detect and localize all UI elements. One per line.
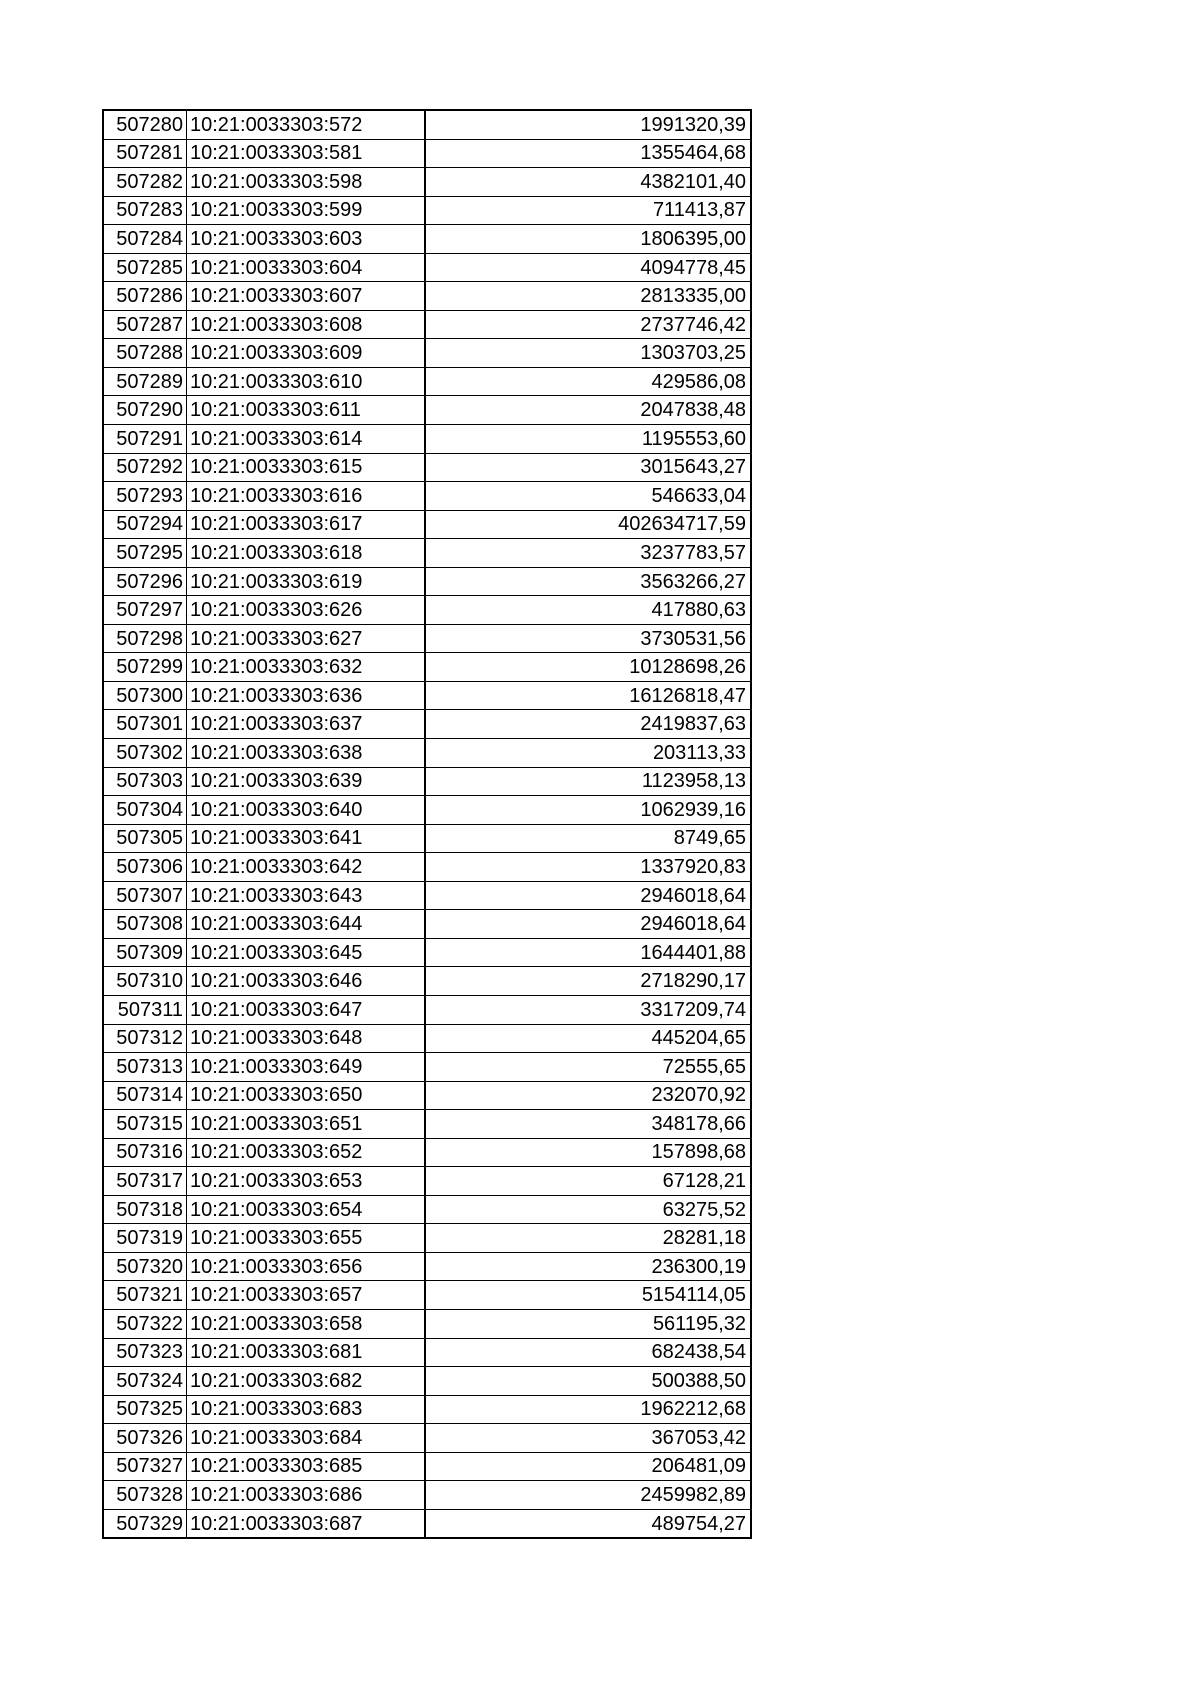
row-number-cell: 507313 (103, 1053, 187, 1082)
row-number-cell: 507319 (103, 1224, 187, 1253)
table-row (103, 1110, 751, 1139)
table-row (103, 1081, 751, 1110)
cadastral-number-cell: 10:21:0033303:649 (187, 1053, 426, 1082)
cadastral-number-cell: 10:21:0033303:656 (187, 1252, 426, 1281)
cadastral-value-cell: 8749,65 (425, 824, 751, 853)
row-number-cell: 507296 (103, 567, 187, 596)
cadastral-number-cell: 10:21:0033303:681 (187, 1338, 426, 1367)
cadastral-value-cell: 72555,65 (425, 1053, 751, 1082)
row-number-cell: 507302 (103, 739, 187, 768)
row-number-cell: 507325 (103, 1395, 187, 1424)
cadastral-number-cell: 10:21:0033303:645 (187, 938, 426, 967)
row-number-cell: 507328 (103, 1481, 187, 1510)
table-row (103, 425, 751, 454)
row-number-cell: 507291 (103, 425, 187, 454)
row-number-cell: 507290 (103, 396, 187, 425)
cadastral-number-cell: 10:21:0033303:648 (187, 1024, 426, 1053)
row-number-cell: 507293 (103, 482, 187, 511)
cadastral-number-cell: 10:21:0033303:683 (187, 1395, 426, 1424)
row-number-cell: 507300 (103, 681, 187, 710)
table-row (103, 482, 751, 511)
row-number-cell: 507304 (103, 796, 187, 825)
table-row (103, 938, 751, 967)
row-number-cell: 507297 (103, 596, 187, 625)
cadastral-value-cell: 1337920,83 (425, 853, 751, 882)
cadastral-number-cell: 10:21:0033303:646 (187, 967, 426, 996)
row-number-cell: 507320 (103, 1252, 187, 1281)
row-number-cell: 507286 (103, 282, 187, 311)
cadastral-value-cell: 500388,50 (425, 1367, 751, 1396)
cadastral-value-cell: 1123958,13 (425, 767, 751, 796)
table-row (103, 1509, 751, 1538)
cadastral-number-cell: 10:21:0033303:610 (187, 367, 426, 396)
row-number-cell: 507321 (103, 1281, 187, 1310)
cadastral-value-cell: 1644401,88 (425, 938, 751, 967)
row-number-cell: 507309 (103, 938, 187, 967)
cadastral-number-cell: 10:21:0033303:644 (187, 910, 426, 939)
cadastral-value-cell: 429586,08 (425, 367, 751, 396)
cadastral-value-cell: 5154114,05 (425, 1281, 751, 1310)
table-row (103, 396, 751, 425)
cadastral-number-cell: 10:21:0033303:658 (187, 1309, 426, 1338)
cadastral-number-cell: 10:21:0033303:599 (187, 196, 426, 225)
row-number-cell: 507283 (103, 196, 187, 225)
table-row (103, 282, 751, 311)
table-row (103, 796, 751, 825)
cadastral-value-cell: 3015643,27 (425, 453, 751, 482)
row-number-cell: 507282 (103, 168, 187, 197)
row-number-cell: 507315 (103, 1110, 187, 1139)
row-number-cell: 507310 (103, 967, 187, 996)
cadastral-number-cell: 10:21:0033303:607 (187, 282, 426, 311)
table-row (103, 1053, 751, 1082)
cadastral-number-cell: 10:21:0033303:609 (187, 339, 426, 368)
row-number-cell: 507327 (103, 1452, 187, 1481)
row-number-cell: 507324 (103, 1367, 187, 1396)
row-number-cell: 507305 (103, 824, 187, 853)
cadastral-number-cell: 10:21:0033303:650 (187, 1081, 426, 1110)
cadastral-number-cell: 10:21:0033303:637 (187, 710, 426, 739)
table-row (103, 510, 751, 539)
cadastral-number-cell: 10:21:0033303:686 (187, 1481, 426, 1510)
cadastral-value-cell: 561195,32 (425, 1309, 751, 1338)
table-row (103, 995, 751, 1024)
cadastral-value-cell: 10128698,26 (425, 653, 751, 682)
cadastral-value-cell: 3317209,74 (425, 995, 751, 1024)
table-row (103, 225, 751, 254)
table-row (103, 1138, 751, 1167)
table-row (103, 653, 751, 682)
cadastral-number-cell: 10:21:0033303:682 (187, 1367, 426, 1396)
table-row (103, 967, 751, 996)
table-row (103, 1024, 751, 1053)
row-number-cell: 507288 (103, 339, 187, 368)
row-number-cell: 507303 (103, 767, 187, 796)
row-number-cell: 507323 (103, 1338, 187, 1367)
cadastral-number-cell: 10:21:0033303:608 (187, 310, 426, 339)
cadastral-number-cell: 10:21:0033303:642 (187, 853, 426, 882)
cadastral-number-cell: 10:21:0033303:626 (187, 596, 426, 625)
cadastral-value-cell: 28281,18 (425, 1224, 751, 1253)
cadastral-value-cell: 2718290,17 (425, 967, 751, 996)
cadastral-number-cell: 10:21:0033303:639 (187, 767, 426, 796)
cadastral-value-cell: 3730531,56 (425, 624, 751, 653)
row-number-cell: 507322 (103, 1309, 187, 1338)
cadastral-value-cell: 489754,27 (651, 1512, 746, 1535)
table-row (103, 1309, 751, 1338)
cadastral-value-cell: 203113,33 (425, 739, 751, 768)
cadastral-value-cell: 2459982,89 (425, 1481, 751, 1510)
table-row (103, 1224, 751, 1253)
cadastral-number-cell: 10:21:0033303:603 (187, 225, 426, 254)
table-row (103, 168, 751, 197)
cadastral-value-cell: 4094778,45 (425, 253, 751, 282)
row-number-cell: 507289 (103, 367, 187, 396)
cadastral-number-cell: 10:21:0033303:618 (187, 539, 426, 568)
row-number-cell: 507312 (103, 1024, 187, 1053)
cadastral-value-cell: 4382101,40 (425, 168, 751, 197)
cadastral-number-cell: 10:21:0033303:611 (187, 396, 426, 425)
cadastral-number-cell: 10:21:0033303:651 (187, 1110, 426, 1139)
table-row (103, 110, 751, 139)
cadastral-value-cell: 67128,21 (425, 1167, 751, 1196)
table-row (103, 539, 751, 568)
row-number-cell: 507326 (103, 1424, 187, 1453)
table-row (103, 1338, 751, 1367)
table-row (103, 196, 751, 225)
table-row (103, 624, 751, 653)
table-row (103, 453, 751, 482)
cadastral-number-cell: 10:21:0033303:581 (187, 139, 426, 168)
table-row (103, 853, 751, 882)
row-number-cell: 507294 (103, 510, 187, 539)
cadastral-number-cell: 10:21:0033303:684 (187, 1424, 426, 1453)
cadastral-value-cell: 1062939,16 (425, 796, 751, 825)
cadastral-value-cell: 63275,52 (425, 1195, 751, 1224)
cadastral-value-cell: 1991320,39 (425, 110, 751, 139)
cadastral-number-cell: 10:21:0033303:641 (187, 824, 426, 853)
cadastral-value-cell: 402634717,59 (425, 510, 751, 539)
cadastral-number-cell: 10:21:0033303:643 (187, 881, 426, 910)
cadastral-value-cell: 682438,54 (425, 1338, 751, 1367)
cadastral-number-cell: 10:21:0033303:614 (187, 425, 426, 454)
cadastral-number-cell: 10:21:0033303:687 (187, 1509, 426, 1538)
table-row (103, 1395, 751, 1424)
cadastral-value-cell: 236300,19 (425, 1252, 751, 1281)
cadastral-value-cell: 1806395,00 (425, 225, 751, 254)
table-row (103, 739, 751, 768)
cadastral-number-cell: 10:21:0033303:617 (187, 510, 426, 539)
cadastral-number-cell: 10:21:0033303:598 (187, 168, 426, 197)
row-number-cell: 507284 (103, 225, 187, 254)
cadastral-value-cell: 2419837,63 (425, 710, 751, 739)
cadastral-number-cell: 10:21:0033303:647 (187, 995, 426, 1024)
table-row (103, 1252, 751, 1281)
cadastral-number-cell: 10:21:0033303:604 (187, 253, 426, 282)
cadastral-number-cell: 10:21:0033303:685 (187, 1452, 426, 1481)
cadastral-value-cell: 445204,65 (425, 1024, 751, 1053)
cadastral-value-cell: 2737746,42 (425, 310, 751, 339)
row-number-cell: 507281 (103, 139, 187, 168)
cadastral-value-cell: 206481,09 (425, 1452, 751, 1481)
table-row (103, 596, 751, 625)
cadastral-value-cell: 711413,87 (425, 196, 751, 225)
row-number-cell: 507308 (103, 910, 187, 939)
table-row (103, 339, 751, 368)
row-number-cell: 507301 (103, 710, 187, 739)
table-row (103, 310, 751, 339)
cadastral-number-cell: 10:21:0033303:653 (187, 1167, 426, 1196)
row-number-cell: 507318 (103, 1195, 187, 1224)
cadastral-value-cell: 348178,66 (425, 1110, 751, 1139)
cadastral-number-cell: 10:21:0033303:655 (187, 1224, 426, 1253)
table-row (103, 1195, 751, 1224)
table-row (103, 824, 751, 853)
row-number-cell: 507307 (103, 881, 187, 910)
cadastral-number-cell: 10:21:0033303:654 (187, 1195, 426, 1224)
cadastral-value-cell: 2946018,64 (425, 910, 751, 939)
table-row (103, 1167, 751, 1196)
cadastral-number-cell: 10:21:0033303:636 (187, 681, 426, 710)
row-number-cell: 507292 (103, 453, 187, 482)
cadastral-number-cell: 10:21:0033303:657 (187, 1281, 426, 1310)
cadastral-value-cell: 16126818,47 (425, 681, 751, 710)
cadastral-value-cell: 2946018,64 (425, 881, 751, 910)
table-row (103, 767, 751, 796)
row-number-cell: 507298 (103, 624, 187, 653)
cadastral-value-cell: 232070,92 (425, 1081, 751, 1110)
cadastral-value-cell: 2047838,48 (425, 396, 751, 425)
table-body (103, 110, 751, 1538)
table-row (103, 1481, 751, 1510)
table-row (103, 139, 751, 168)
table-row (103, 681, 751, 710)
cadastral-value-cell: 1962212,68 (425, 1395, 751, 1424)
cadastral-value-cell: 3237783,57 (425, 539, 751, 568)
table-row (103, 1281, 751, 1310)
cadastral-number-cell: 10:21:0033303:652 (187, 1138, 426, 1167)
table-row (103, 1367, 751, 1396)
cadastral-number-cell: 10:21:0033303:640 (187, 796, 426, 825)
table-row (103, 567, 751, 596)
row-number-cell: 507314 (103, 1081, 187, 1110)
table-row (103, 253, 751, 282)
table-row (103, 881, 751, 910)
cadastral-value-cell: 3563266,27 (425, 567, 751, 596)
table-row (103, 1424, 751, 1453)
cadastral-number-cell: 10:21:0033303:615 (187, 453, 426, 482)
cadastral-number-cell: 10:21:0033303:616 (187, 482, 426, 511)
row-number-cell: 507329 (103, 1509, 187, 1538)
cadastral-value-cell: 1303703,25 (425, 339, 751, 368)
table-row (103, 367, 751, 396)
row-number-cell: 507285 (103, 253, 187, 282)
cadastral-number-cell: 10:21:0033303:632 (187, 653, 426, 682)
row-number-cell: 507317 (103, 1167, 187, 1196)
cadastral-number-cell: 10:21:0033303:572 (187, 110, 426, 139)
cadastral-value-cell: 417880,63 (425, 596, 751, 625)
row-number-cell: 507306 (103, 853, 187, 882)
cadastral-value-cell: 546633,04 (425, 482, 751, 511)
cadastral-value-table (102, 109, 752, 1539)
row-number-cell: 507311 (103, 995, 187, 1024)
cadastral-value-cell: 157898,68 (425, 1138, 751, 1167)
cadastral-number-cell: 10:21:0033303:619 (187, 567, 426, 596)
row-number-cell: 507316 (103, 1138, 187, 1167)
row-number-cell: 507299 (103, 653, 187, 682)
cadastral-number-cell: 10:21:0033303:627 (187, 624, 426, 653)
row-number-cell: 507280 (103, 110, 187, 139)
cadastral-value-cell: 1195553,60 (425, 425, 751, 454)
cadastral-value-cell: 2813335,00 (425, 282, 751, 311)
table-row (103, 910, 751, 939)
table-row (103, 710, 751, 739)
cadastral-value-cell: 367053,42 (425, 1424, 751, 1453)
cadastral-value-cell: 1355464,68 (425, 139, 751, 168)
cadastral-number-cell: 10:21:0033303:638 (187, 739, 426, 768)
row-number-cell: 507295 (103, 539, 187, 568)
row-number-cell: 507287 (103, 310, 187, 339)
table-row (103, 1452, 751, 1481)
